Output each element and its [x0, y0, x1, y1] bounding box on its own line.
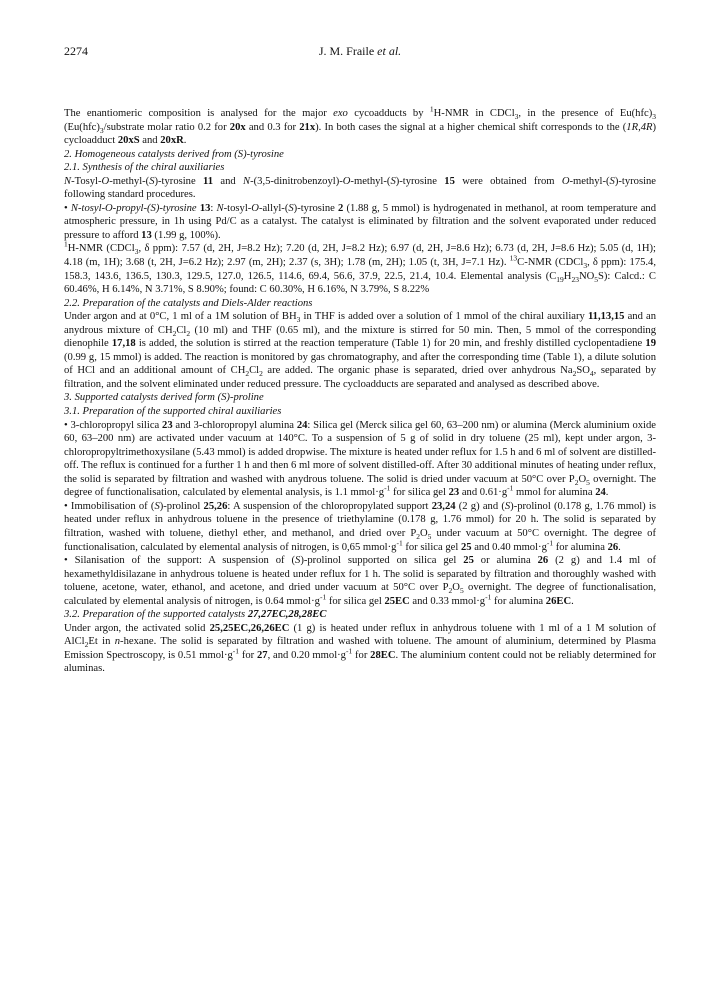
silanisation-paragraph: • Silanisation of the support: A suspension of (S)-prolinol supported on silica gel 25 or alumina 26 (2 g) and 1.4 ml of hexamethyldisilazane in anhydrous toluene is heated under reflux for 1 h. The solid is separated by filtration and thoroughly washed with toluene, acetone, water, ethanol, and acetone, and dried under vacuum at 50°C over $P_2O_5$ overnight. The degree of functionalisation, calculated by elemental analysis of nitrogen, is 0.64 $mmol\cdot g^{-1}$ for silica gel 25EC and 0.33 $mmol\cdot g^{-1}$ for alumina 26EC.	[64, 555, 656, 607]
enantiomeric-analysis-paragraph: The enantiomeric composition is analysed for the major exo cycoadducts by $^1$H-NMR in CDCl$_3$, in the presence of $Eu(hfc)_3$ ($Eu(hfc)_3$/substrate molar ratio 0.2 for 20x and 0.3 for 21x). In both cases the signal at a higher chemical shift corresponds to the (1R,4R) cycloadduct 20xS and 20xR.	[64, 104, 657, 147]
running-head-authors: J. M. Fraile et al.	[318, 44, 402, 58]
subsection-heading-chiral-auxiliaries: 2.1. Synthesis of the chiral auxiliaries	[64, 162, 225, 174]
chloropropyl-support-paragraph: • 3-chloropropyl silica 23 and 3-chloropropyl alumina 24: Silica gel (Merck silica gel 60, 63–200 nm) or alumina (Merck aluminium oxide 60, 63–200 nm) are activated under vacuum at 140°C. To a suspension of 5 g of solid in dry toluene (25 ml), kept under argon, 3-chloropropyltrimethoxysilane (5.43 mmol) is added dropwise. The mixture is heated under reflux for 1.5 h and 6 ml of solvent are distilled-off. The reflux is continued for a further 1 h and then 6 ml more of solvent distilled-off. After 30 additional minutes of heating under reflux, the solid is separated by filtration and washed with anydrous toluene. The solid is dried under vacuum at 50°C over $P_2O_5$ overnight. The degree of functionalisation, calculated by elemental analysis, is 1.1 $mmol\cdot g^{-1}$ for silica gel 23 and $0.61\cdot g^{-1}$ mmol for alumina 24.	[64, 419, 656, 499]
page-number: 2274	[64, 44, 88, 58]
propyl-tyrosine-paragraph: • N-tosyl-O-propyl-(S)-tyrosine 13: N-tosyl-O-allyl-(S)-tyrosine 2 (1.88 g, 5 mmol) is hydrogenated in methanol, at room temperature and atmospheric pressure, in 1h using Pd/C as a catalyst. The catalyst is eliminated by filtration and the solvent evaporated under reduced pressure to afford 13 (1.99 g, 100%).	[64, 202, 657, 241]
supported-catalyst-procedure-paragraph: Under argon, the activated solid 25,25EC,26,26EC (1 g) is heated under reflux in anhydrous toluene with 1 ml of a 1 M solution of AlCl$_2$Et in n-hexane. The solid is separated by filtration and washed with toluene. The amount of aluminium, determined by Plasma Emission Spectroscopy, is 0.51 $mmol\cdot g^{-1}$ for 27, and 0.20 $mmol\cdot g^{-1}$ for 28EC. The aluminium content could not be reliably determined for aluminas.	[64, 622, 657, 675]
section-heading-supported-catalysts: 3. Supported catalysts derived form (S)-proline	[64, 392, 264, 404]
diels-alder-procedure-paragraph: Under argon and at 0°C, 1 ml of a 1M solution of $BH_3$ in THF is added over a solution of 1 mmol of the chiral auxiliary 11,13,15 and an anydrous mixture of $CH_2Cl_2$ (10 ml) and THF (0.65 ml), and the mixture is stirred for 50 min. Then, 5 mmol of the corresponding dienophile 17,18 is added, the solution is stirred at the reaction temperature (Table 1) for 20 min, and freshly distilled cyclopentadiene 19 (0.99 g, 15 mmol) is added. The reaction is monitored by gas chromatography, and after the corresponding time (Table 1), a dilute solution of HCl and an additional amount of $CH_2Cl_2$ are added. The organic phase is separated, dried over anhydrous $Na_2SO_4$, separated by filtration, and the solvent eliminated under reduced pressure. The cycloadducts are separated and analysed as described above.	[64, 311, 657, 390]
section-heading-homogeneous-catalysts: 2. Homogeneous catalysts derived from (S)-tyrosine	[64, 148, 284, 160]
subsection-heading-diels-alder: 2.2. Preparation of the catalysts and Diels-Alder reactions	[64, 297, 313, 309]
article-body	[64, 104, 657, 676]
page-header	[64, 44, 656, 62]
prolinol-immobilisation-paragraph: • Immobilisation of (S)-prolinol 25,26: A suspension of the chloropropylated support 23,24 (2 g) and (S)-prolinol (0.178 g, 1.76 mmol) is heated under reflux in anhydrous toluene in the presence of triethylamine (0.178 g, 1.76 mmol) for 20 h. The solid is separated by filtration, washed with toluene, diethyl ether, and methanol, and dried over $P_2O_5$ under vacuum at 50°C overnight. The degree of functionalisation, calculated by elemental analysis of nitrogen, is 0,65 $mmol\cdot g^{-1}$ for silica gel 25 and 0.40 $mmol\cdot g^{-1}$ for alumina 26.	[64, 500, 657, 553]
subsection-heading-supported-catalysts: 3.2. Preparation of the supported catalysts 27,27EC,28,28EC	[64, 609, 327, 621]
subsection-heading-supported-auxiliaries: 3.1. Preparation of the supported chiral auxiliaries	[64, 406, 282, 418]
tyrosine-derivatives-paragraph: N-Tosyl-O-methyl-(S)-tyrosine 11 and N-(3,5-dinitrobenzoyl)-O-methyl-(S)-tyrosine 15 were obtained from O-methyl-(S)-tyrosine following standard procedures.	[64, 175, 657, 201]
nmr-data-paragraph: $^1$H-NMR (CDCl$_3$, δ ppm): 7.57 (d, 2H, J=8.2 Hz); 7.20 (d, 2H, J=8.2 Hz); 6.97 (d, 2H, J=8.6 Hz); 6.73 (d, 2H, J=8.6 Hz); 5.05 (d, 1H); 4.18 (m, 1H); 3.68 (t, 2H, J=6.2 Hz); 2.97 (m, 2H); 2.37 (s, 3H); 1.78 (m, 2H); 1.05 (t, 3H, J=7.1 Hz). $^{13}$C-NMR (CDCl$_3$, δ ppm): 175.4, 158.3, 143.6, 136.5, 130.3, 129.5, 127.0, 126.5, 114.6, 69.4, 56.6, 37.9, 22.5, 21.4, 10.4. Elemental analysis $(C_{19}H_{23}NO_5S)$: Calcd.: C 60.46%, H 6.14%, N 3.71%, S 8.90%; found: C 60.30%, H 6.16%, N 3.79%, S 8.22%	[64, 239, 657, 296]
